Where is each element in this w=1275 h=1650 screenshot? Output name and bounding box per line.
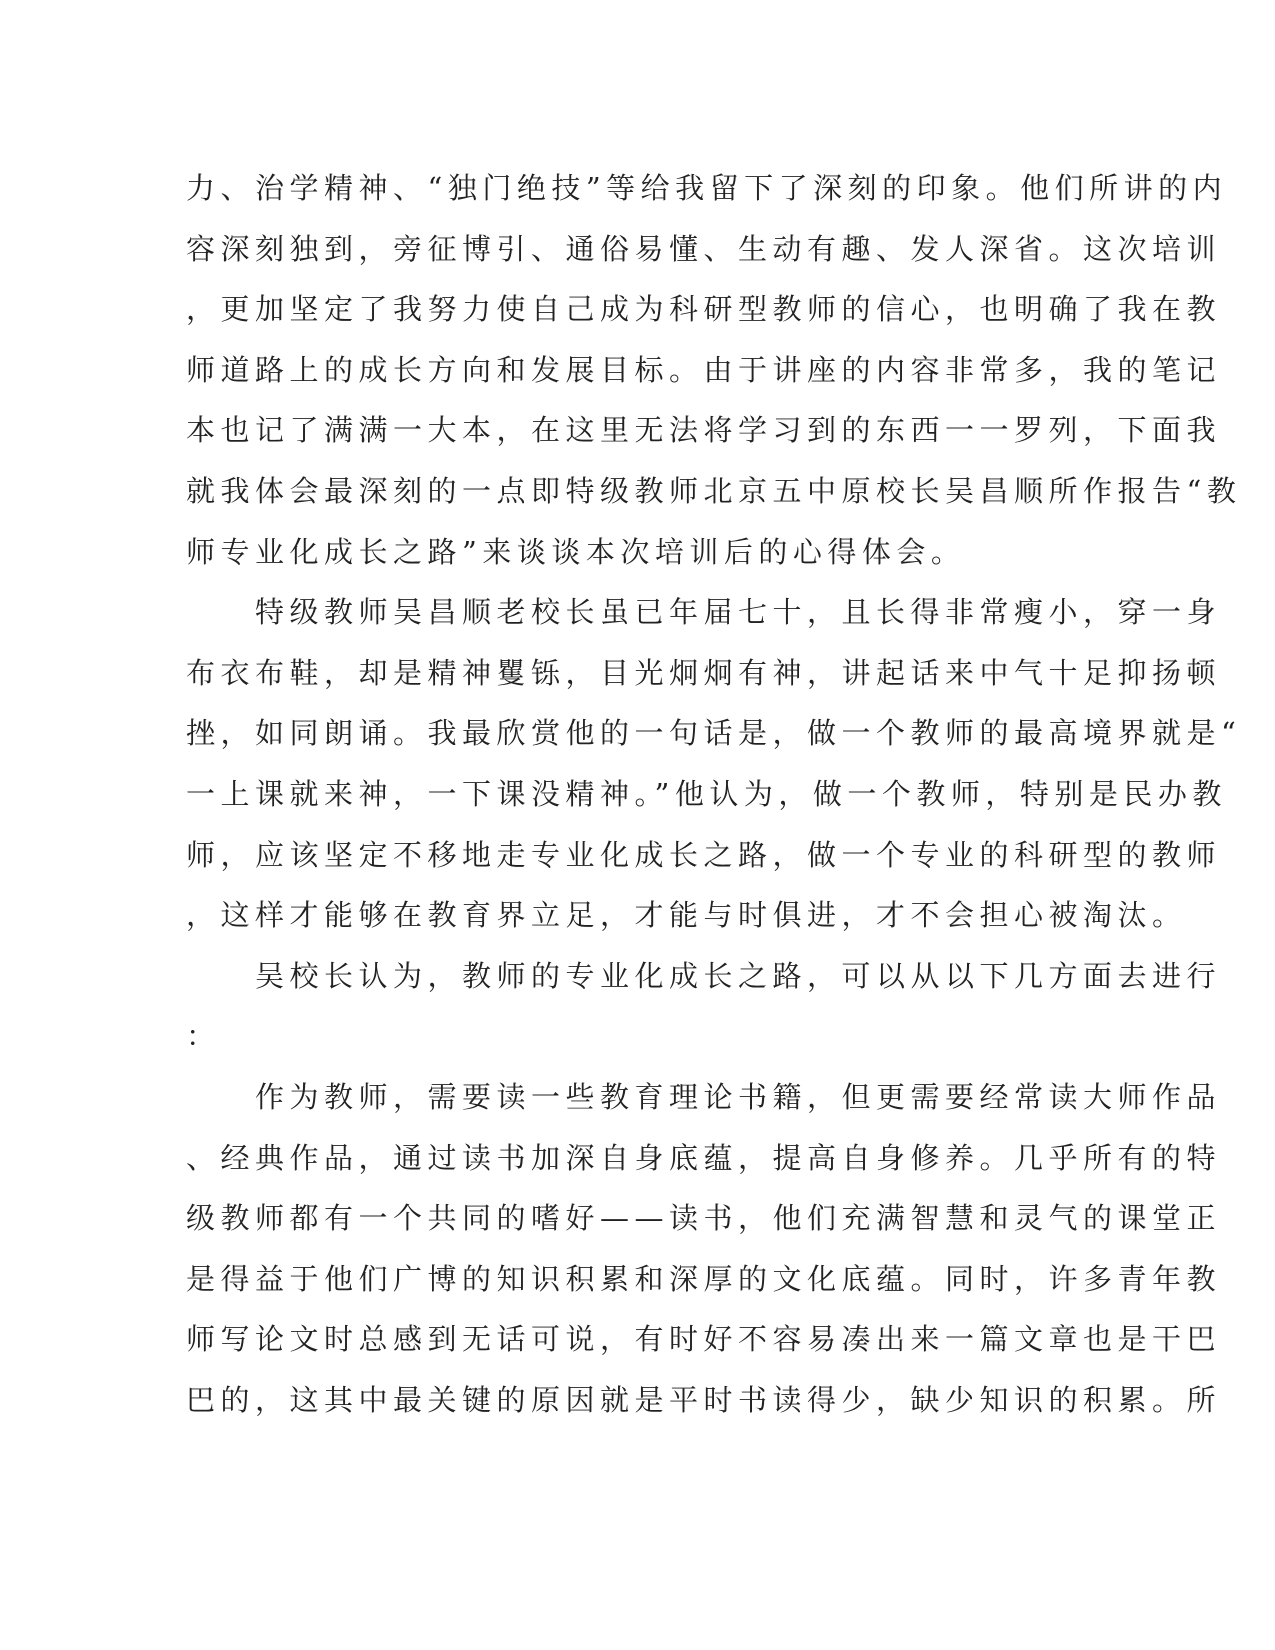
text-line: 师写论文时总感到无话可说，有时好不容易凑出来一篇文章也是干巴 bbox=[186, 1322, 1222, 1357]
text-line: 一上课就来神，一下课没精神。”他认为，做一个教师，特别是民办教 bbox=[186, 776, 1227, 811]
text-line: ，这样才能够在教育界立足，才能与时俱进，才不会担心被淘汰。 bbox=[186, 898, 1187, 933]
text-line: 、经典作品，通过读书加深自身底蕴，提高自身修养。几乎所有的特 bbox=[186, 1140, 1222, 1175]
text-line: 布衣布鞋，却是精神矍铄，目光炯炯有神，讲起话来中气十足抑扬顿 bbox=[186, 655, 1222, 690]
text-line: 吴校长认为，教师的专业化成长之路，可以从以下几方面去进行 bbox=[186, 958, 1222, 993]
text-line: 巴的，这其中最关键的原因就是平时书读得少，缺少知识的积累。所 bbox=[186, 1382, 1222, 1417]
text-line: 师，应该坚定不移地走专业化成长之路，做一个专业的科研型的教师 bbox=[186, 837, 1222, 872]
text-line: ： bbox=[186, 1019, 221, 1054]
text-line: 本也记了满满一大本，在这里无法将学习到的东西一一罗列，下面我 bbox=[186, 413, 1222, 448]
text-line: 级教师都有一个共同的嗜好——读书，他们充满智慧和灵气的课堂正 bbox=[186, 1201, 1222, 1236]
text-line: ，更加坚定了我努力使自己成为科研型教师的信心，也明确了我在教 bbox=[186, 292, 1222, 327]
text-line: 特级教师吴昌顺老校长虽已年届七十，且长得非常瘦小，穿一身 bbox=[186, 595, 1222, 630]
text-line: 师专业化成长之路”来谈谈本次培训后的心得体会。 bbox=[186, 534, 966, 569]
text-line: 作为教师，需要读一些教育理论书籍，但更需要经常读大师作品 bbox=[186, 1079, 1222, 1114]
text-line: 力、治学精神、“独门绝技”等给我留下了深刻的印象。他们所讲的内 bbox=[186, 171, 1228, 205]
text-line: 师道路上的成长方向和发展目标。由于讲座的内容非常多，我的笔记 bbox=[186, 352, 1222, 387]
text-line: 容深刻独到，旁征博引、通俗易懂、生动有趣、发人深省。这次培训 bbox=[186, 231, 1222, 266]
body-text bbox=[186, 158, 1242, 1430]
text-line: 就我体会最深刻的一点即特级教师北京五中原校长吴昌顺所作报告“教 bbox=[186, 473, 1242, 508]
text-line: 挫，如同朗诵。我最欣赏他的一句话是，做一个教师的最高境界就是“ bbox=[186, 716, 1242, 751]
text-line: 是得益于他们广博的知识积累和深厚的文化底蕴。同时，许多青年教 bbox=[186, 1261, 1222, 1296]
